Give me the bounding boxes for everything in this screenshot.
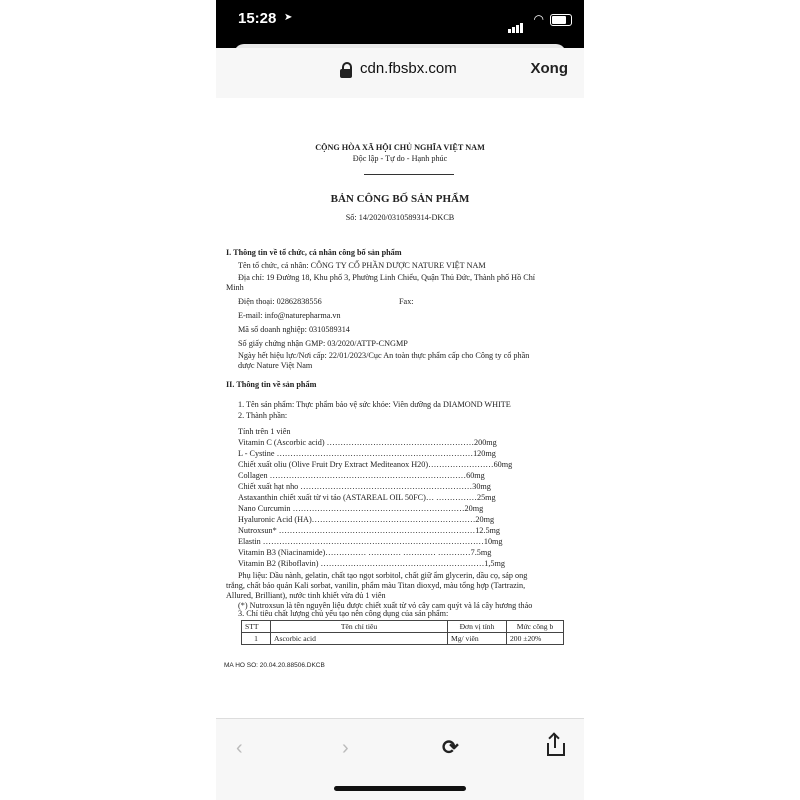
location-arrow-icon: ➤ — [284, 12, 293, 23]
footnote: (*) Nutroxsun là tên nguyên liệu được chiết xuất từ vỏ cây cam quýt và lá cây hương thảo — [238, 601, 533, 610]
table-header: Mức công b — [507, 621, 564, 633]
ingredient-list — [238, 437, 512, 569]
browser-header — [216, 48, 584, 99]
record-number: MA HO SO: 20.04.20.88506.DKCB — [224, 662, 325, 669]
phone-screen — [216, 0, 584, 800]
ingredient-item: Elastin ………………………………………………………………………10mg — [238, 537, 503, 546]
section-2-title: II. Thông tin về sản phẩm — [226, 380, 317, 389]
cellular-signal-icon — [508, 15, 524, 33]
org-name: Tên tổ chức, cá nhân: CÔNG TY CỔ PHẦN DƯỢC NATURE VIỆT NAM — [238, 261, 486, 270]
ingredient-item: Astaxanthin chiết xuất từ vi tảo (ASTAREAL OIL 50FC)… ……………25mg — [238, 493, 496, 502]
reload-icon[interactable]: ⟳ — [442, 737, 459, 759]
ingredient-item: Chiết xuất hạt nho ………………………………………………………30mg — [238, 482, 491, 491]
divider — [364, 174, 454, 175]
section-1-title: I. Thông tin về tổ chức, cá nhân công bố sản phẩm — [226, 248, 402, 257]
table-cell: Ascorbic acid — [271, 633, 448, 645]
lock-icon — [340, 62, 352, 78]
ingredient-item: Nutroxsun* ………………………………………………………………12.5mg — [238, 526, 500, 535]
ingredient-item: Nano Curcumin ………………………………………………………20mg — [238, 504, 484, 513]
product-name: 1. Tên sản phẩm: Thực phẩm bảo vệ sức khỏe: Viên dưỡng da DIAMOND WHITE — [238, 400, 511, 409]
excipient-line-1: Phụ liệu: Dầu nành, gelatin, chất tạo ngọt sorbitol, chất giữ ẩm glycerin, dầu cọ, sáp ong — [238, 571, 528, 580]
table-cell: Mg/ viên — [448, 633, 507, 645]
ingredients-title: 2. Thành phần: — [238, 411, 288, 420]
ingredient-item: Vitamin C (Ascorbic acid) ………………………………………………200mg — [238, 438, 497, 447]
doc-nation: CỘNG HÒA XÃ HỘI CHỦ NGHĨA VIỆT NAM — [315, 143, 485, 152]
status-bar — [216, 0, 584, 40]
gmp-certificate: Số giấy chứng nhận GMP: 03/2020/ATTP-CNGMP — [238, 339, 408, 348]
excipient-line-3: Allured, Brilliant), nước tinh khiết vừa đủ 1 viên — [226, 591, 386, 600]
table-header: Tên chỉ tiêu — [271, 621, 448, 633]
fax: Fax: — [399, 297, 414, 306]
home-indicator[interactable] — [334, 786, 466, 791]
chevron-right-icon[interactable]: › — [342, 737, 349, 759]
doc-title: BẢN CÔNG BỐ SẢN PHẨM — [330, 193, 470, 205]
document-page — [216, 98, 584, 718]
table-cell: 200 ±20% — [507, 633, 564, 645]
excipient-line-2: trắng, chất bảo quản Kali sorbat, vanilin, phẩm màu Titan dioxyd, màu tổng hợp (Tartrazin, — [226, 581, 526, 590]
ingredient-item: Collagen ………………………………………………………………60mg — [238, 471, 485, 480]
url-label[interactable]: cdn.fbsbx.com — [360, 60, 457, 77]
address-line-1: Địa chỉ: 19 Đường 18, Khu phố 3, Phường Linh Chiểu, Quận Thủ Đức, Thành phố Hồ Chí — [238, 273, 536, 282]
validity-line-2: dược Nature Việt Nam — [238, 361, 313, 370]
table-header: STT — [242, 621, 271, 633]
phone-number: Điện thoại: 02862838556 — [238, 297, 322, 306]
done-button[interactable]: Xong — [530, 60, 568, 77]
table-header: Đơn vị tính — [448, 621, 507, 633]
ingredient-item: Vitamin B3 (Niacinamide)…………… ………… ………… …………7.5mg — [238, 548, 492, 557]
ingredient-item: L - Cystine ………………………………………………………………120mg — [238, 449, 496, 458]
table-header-row — [242, 621, 564, 633]
chevron-left-icon[interactable]: ‹ — [236, 737, 243, 759]
criteria-table — [241, 620, 564, 645]
table-row — [242, 633, 564, 645]
tax-code: Mã số doanh nghiệp: 0310589314 — [238, 325, 350, 334]
doc-number: Số: 14/2020/0310589314-DKCB — [345, 213, 455, 222]
validity-line-1: Ngày hết hiệu lực/Nơi cấp: 22/01/2023/Cục An toàn thực phẩm cấp cho Công ty cổ phần — [238, 351, 530, 360]
criteria-title: 3. Chỉ tiêu chất lượng chủ yếu tạo nên công dụng của sản phẩm: — [238, 609, 449, 618]
battery-icon — [550, 14, 572, 26]
doc-motto: Độc lập - Tự do - Hạnh phúc — [352, 154, 448, 163]
email: E-mail: info@naturepharma.vn — [238, 311, 341, 320]
table-cell: 1 — [242, 633, 271, 645]
per-unit-label: Tính trên 1 viên — [238, 427, 291, 436]
wifi-icon: ◠ — [533, 12, 544, 26]
browser-toolbar — [216, 718, 584, 800]
address-line-2: Minh — [226, 283, 244, 292]
ingredient-item: Chiết xuất oliu (Olive Fruit Dry Extract Mediteanox H20)……………………60mg — [238, 460, 513, 469]
ingredient-item: Hyaluronic Acid (HA)……………………………………………………20mg — [238, 515, 495, 524]
ingredient-item: Vitamin B2 (Riboflavin) ……………………………………………………1,5mg — [238, 559, 505, 568]
status-time: 15:28 — [238, 10, 277, 27]
